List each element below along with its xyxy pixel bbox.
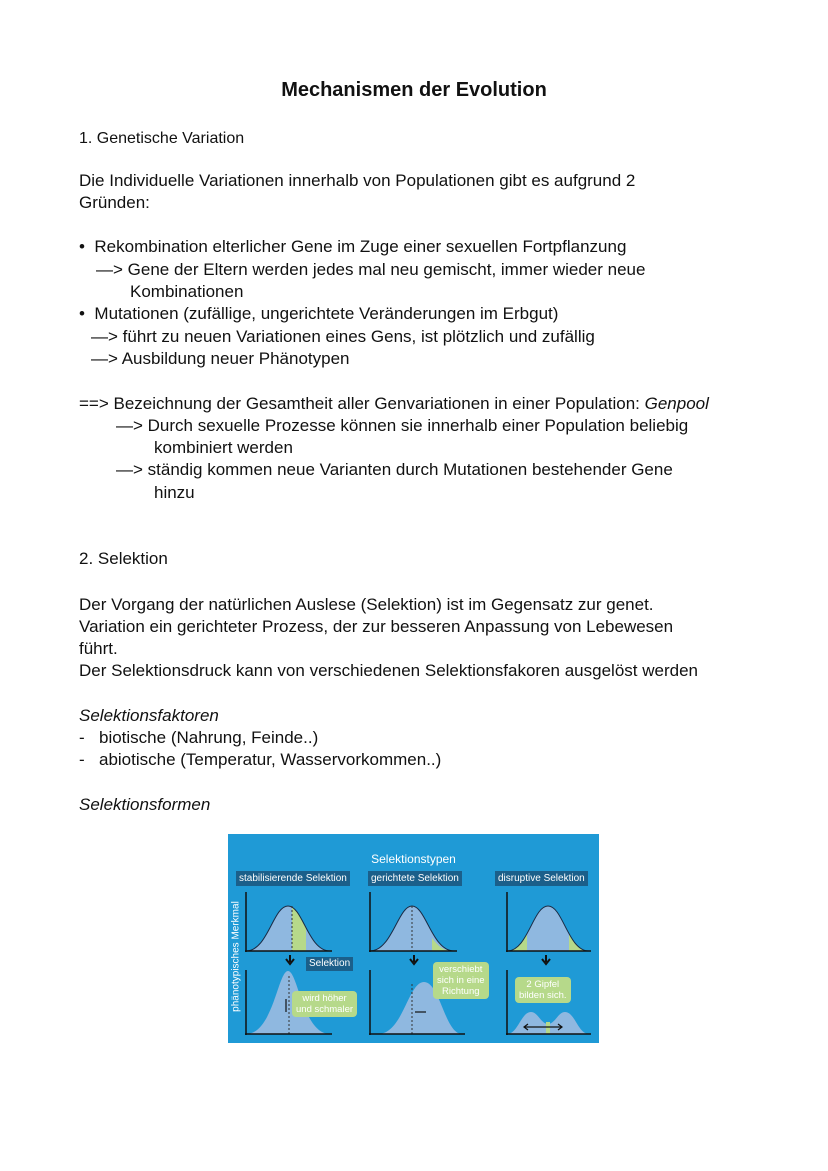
- callout-disruptive: [515, 977, 571, 1003]
- highlight-disruptive-left: [507, 894, 527, 954]
- callout-stabilizing: [292, 991, 357, 1017]
- callout-text: 2 Gipfel: [526, 979, 560, 990]
- callout-text: bilden sich.: [519, 990, 567, 1001]
- callout-text: verschiebt: [439, 964, 483, 975]
- paragraph-line: Gründen:: [79, 193, 150, 212]
- sub-item: kombiniert werden: [154, 438, 293, 457]
- section-heading-genetic-variation: 1. Genetische Variation: [79, 130, 245, 147]
- paragraph-line: Der Vorgang der natürlichen Auslese (Selektion) ist im Gegensatz zur genet.: [79, 595, 654, 614]
- bullet-item: [79, 236, 626, 258]
- bullet-icon: •: [79, 304, 95, 323]
- bullet-text: Mutationen (zufällige, ungerichtete Veränderungen im Erbgut): [94, 304, 559, 323]
- sub-item: —> ständig kommen neue Varianten durch Mutationen bestehender Gene: [116, 460, 673, 479]
- paragraph-line: Variation ein gerichteter Prozess, der zur besseren Anpassung von Lebewesen: [79, 617, 674, 636]
- curve-stabilizing-before: [246, 906, 330, 951]
- callout-text: sich in eine: [437, 975, 485, 986]
- selection-badge: Selektion: [306, 957, 353, 971]
- selection-types-figure: [228, 834, 599, 1043]
- highlight-disruptive-center: [546, 1022, 550, 1034]
- paragraph-line: führt.: [79, 639, 118, 658]
- callout-text: wird höher: [302, 993, 347, 1004]
- bullet-icon: •: [79, 237, 95, 256]
- dash-icon: -: [79, 750, 85, 769]
- summary-line: [79, 393, 709, 415]
- sub-item: hinzu: [154, 483, 195, 502]
- list-item: [79, 749, 441, 771]
- sub-item: —> Ausbildung neuer Phänotypen: [91, 349, 350, 368]
- callout-text: Richtung: [442, 986, 480, 997]
- label-disruptive-selection: disruptive Selektion: [495, 871, 588, 886]
- summary-text: ==> Bezeichnung der Gesamtheit aller Genvariationen in einer Population:: [79, 394, 645, 413]
- label-stabilizing-selection: stabilisierende Selektion: [236, 871, 350, 886]
- genpool-term: Genpool: [644, 394, 709, 413]
- list-item: [79, 727, 318, 749]
- forms-heading: Selektionsformen: [79, 795, 211, 814]
- arrow-down-icon: [542, 955, 550, 964]
- arrow-down-icon: [286, 955, 294, 964]
- paragraph-line: Der Selektionsdruck kann von verschiedenen Selektionsfakoren ausgelöst werden: [79, 661, 698, 680]
- list-item-text: biotische (Nahrung, Feinde..): [99, 728, 319, 747]
- callout-directional: [433, 962, 489, 999]
- section-heading-selection: 2. Selektion: [79, 549, 168, 568]
- sub-item: —> Gene der Eltern werden jedes mal neu gemischt, immer wieder neue: [96, 260, 646, 279]
- list-item-text: abiotische (Temperatur, Wasservorkommen..): [99, 750, 442, 769]
- sub-item: —> führt zu neuen Variationen eines Gens, ist plötzlich und zufällig: [91, 327, 595, 346]
- arrow-down-icon: [410, 955, 418, 964]
- factors-heading: Selektionsfaktoren: [79, 706, 219, 725]
- bullet-item: [79, 303, 558, 325]
- callout-text: und schmaler: [296, 1004, 354, 1015]
- paragraph-line: Die Individuelle Variationen innerhalb von Populationen gibt es aufgrund 2: [79, 171, 636, 190]
- page-title: Mechanismen der Evolution: [281, 79, 547, 101]
- sub-item: Kombinationen: [130, 282, 244, 301]
- figure-title: Selektionstypen: [371, 852, 456, 866]
- label-directional-selection: gerichtete Selektion: [368, 871, 462, 886]
- highlight-disruptive-right: [569, 894, 589, 954]
- y-axis-label: phänotypisches Merkmal: [230, 901, 242, 1012]
- bullet-text: Rekombination elterlicher Gene im Zuge einer sexuellen Fortpflanzung: [94, 237, 627, 256]
- dash-icon: -: [79, 728, 85, 747]
- sub-item: —> Durch sexuelle Prozesse können sie innerhalb einer Population beliebig: [116, 416, 689, 435]
- curve-directional-before: [370, 906, 454, 951]
